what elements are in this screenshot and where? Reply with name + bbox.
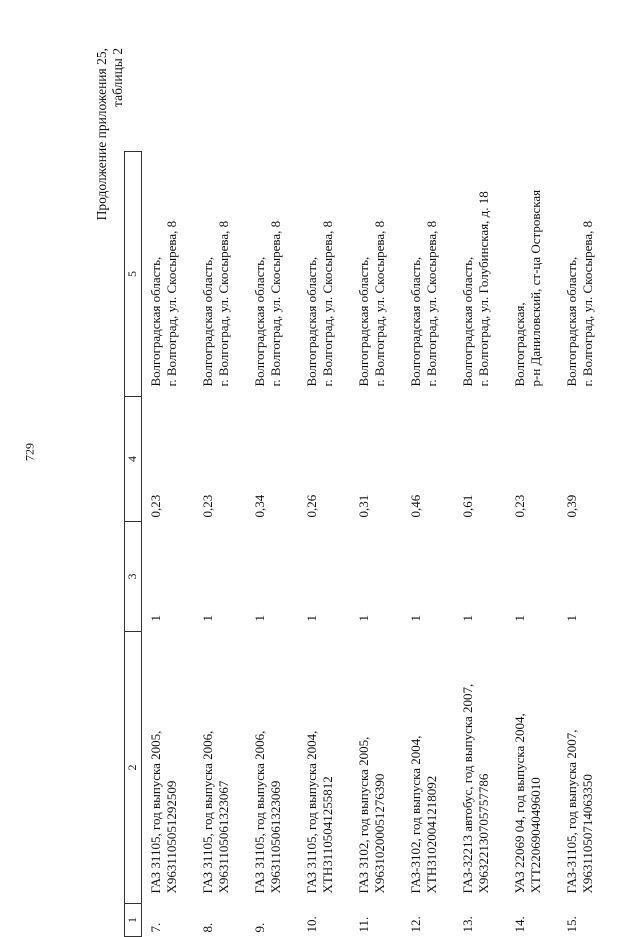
vehicle-cell: [304, 632, 356, 904]
vehicle-cell: [408, 632, 460, 904]
value-cell: [460, 397, 512, 522]
value-cell: [252, 397, 304, 522]
table-row: [200, 152, 252, 937]
quantity-cell-text: 1: [512, 615, 527, 622]
value-cell-text: 0,23: [512, 494, 527, 518]
vehicle-cell-text: ГАЗ 31105, год выпуска 2005,: [148, 730, 163, 894]
row-number: [512, 904, 564, 937]
address-cell-text: г. Волгоград, ул. Скосырева, 8: [215, 220, 231, 387]
table-row: [252, 152, 304, 937]
address-cell: [564, 152, 616, 397]
vehicle-cell: [142, 632, 201, 904]
address-cell-text: Волгоградская область,: [148, 256, 163, 387]
quantity-cell: [460, 522, 512, 632]
address-cell-text: Волгоградская область,: [460, 256, 475, 387]
value-cell: [304, 397, 356, 522]
address-cell: [460, 152, 512, 397]
quantity-cell-text: 1: [408, 615, 423, 622]
value-cell-text: 0,34: [252, 494, 267, 518]
value-cell: [142, 397, 201, 522]
row-number-text: 13.: [460, 916, 475, 933]
quantity-cell: [200, 522, 252, 632]
vehicle-cell-text: ГАЗ-31105, год выпуска 2007,: [564, 729, 579, 894]
address-cell-text: г. Волгоград, ул. Скосырева, 8: [371, 220, 387, 387]
row-number-text: 9.: [252, 922, 267, 933]
value-cell-text: 0,26: [304, 494, 319, 518]
vehicle-cell-text: ГАЗ 31105, год выпуска 2006,: [200, 730, 215, 894]
row-number-text: 14.: [512, 916, 527, 933]
value-cell-text: 0,61: [460, 494, 475, 518]
vehicle-cell-text: ХТТ22069040496010: [527, 777, 543, 894]
value-cell: [512, 397, 564, 522]
value-cell-text: 0,46: [408, 494, 423, 518]
address-cell: [142, 152, 201, 397]
value-cell: [564, 397, 616, 522]
address-cell: [252, 152, 304, 397]
table-row: [460, 152, 512, 937]
column-header-3: 3: [125, 522, 142, 632]
quantity-cell-text: 1: [200, 615, 215, 622]
vehicle-cell: [564, 632, 616, 904]
value-cell-text: 0,31: [356, 494, 371, 518]
value-cell-text: 0,23: [148, 494, 163, 518]
address-cell-text: г. Волгоград, ул. Голубинская, д. 18: [475, 191, 491, 387]
address-cell-text: Волгоградская область,: [356, 256, 371, 387]
vehicle-cell-text: ХТН31020041218092: [423, 775, 439, 894]
quantity-cell-text: 1: [356, 615, 371, 622]
row-number: [252, 904, 304, 937]
address-cell-text: г. Волгоград, ул. Скосырева, 8: [267, 220, 283, 387]
row-number: [304, 904, 356, 937]
quantity-cell-text: 1: [304, 615, 319, 622]
caption-line-2: таблицы 2: [110, 48, 125, 107]
quantity-cell: [356, 522, 408, 632]
quantity-cell-text: 1: [252, 615, 267, 622]
row-number: [200, 904, 252, 937]
vehicle-cell: [356, 632, 408, 904]
row-number-text: 15.: [564, 916, 579, 933]
address-cell-text: г. Волгоград, ул. Скосырева, 8: [579, 220, 595, 387]
quantity-cell: [304, 522, 356, 632]
vehicle-cell-text: УАЗ 22069 04, год выпуска 2004,: [512, 713, 527, 894]
vehicle-cell-text: ГАЗ-3102, год выпуска 2004,: [408, 735, 423, 894]
vehicle-cell-text: Х9631105061323069: [267, 780, 283, 894]
vehicle-cell-text: Х9631105051292509: [163, 780, 179, 894]
quantity-cell: [252, 522, 304, 632]
address-cell-text: Волгоградская область,: [564, 256, 579, 387]
address-cell-text: Волгоградская область,: [200, 256, 215, 387]
vehicle-cell: [512, 632, 564, 904]
address-cell-text: р-н Даниловский, ст-ца Островская: [527, 189, 543, 387]
row-number: [356, 904, 408, 937]
vehicle-cell-text: ГАЗ 31105, год выпуска 2006,: [252, 730, 267, 894]
quantity-cell: [142, 522, 201, 632]
vehicle-cell: [200, 632, 252, 904]
address-cell-text: Волгоградская область,: [252, 256, 267, 387]
vehicle-cell: [252, 632, 304, 904]
address-cell: [200, 152, 252, 397]
address-cell: [408, 152, 460, 397]
value-cell: [408, 397, 460, 522]
page-number: 729: [22, 443, 37, 461]
row-number-text: 11.: [356, 916, 371, 933]
address-cell: [356, 152, 408, 397]
rotated-table-container: [124, 152, 595, 937]
quantity-cell-text: 1: [564, 615, 579, 622]
vehicle-cell-text: Х9631105061323067: [215, 780, 231, 894]
quantity-cell: [512, 522, 564, 632]
value-cell-text: 0,39: [564, 494, 579, 518]
table-row: [304, 152, 356, 937]
row-number-text: 7.: [148, 922, 163, 933]
row-number: [460, 904, 512, 937]
quantity-cell-text: 1: [148, 615, 163, 622]
vehicle-cell: [460, 632, 512, 904]
address-cell-text: Волгоградская область,: [408, 256, 423, 387]
table-body: [142, 152, 617, 937]
caption-line-1: Продолжение приложения 25,: [94, 48, 109, 221]
vehicle-cell-text: ГАЗ 31105, год выпуска 2004,: [304, 730, 319, 894]
table-row: [564, 152, 616, 937]
vehicle-cell-text: Х96322130705757786: [475, 773, 491, 894]
table-row: [356, 152, 408, 937]
vehicle-cell-text: ХТН31105041255812: [319, 776, 335, 894]
table-row: [408, 152, 460, 937]
value-cell: [200, 397, 252, 522]
address-cell-text: г. Волгоград, ул. Скосырева, 8: [319, 220, 335, 387]
quantity-cell: [564, 522, 616, 632]
address-cell-text: г. Волгоград, ул. Скосырева, 8: [423, 220, 439, 387]
row-number: [142, 904, 201, 937]
row-number: [408, 904, 460, 937]
address-cell-text: г. Волгоград, ул. Скосырева, 8: [163, 220, 179, 387]
value-cell-text: 0,23: [200, 494, 215, 518]
address-cell-text: Волгоградская,: [512, 302, 527, 387]
value-cell: [356, 397, 408, 522]
address-cell: [304, 152, 356, 397]
address-cell-text: Волгоградская область,: [304, 256, 319, 387]
row-number-text: 8.: [200, 922, 215, 933]
column-header-2: 2: [125, 632, 142, 904]
quantity-cell: [408, 522, 460, 632]
vehicle-cell-text: Х96311050714063350: [579, 774, 595, 894]
row-number-text: 12.: [408, 916, 423, 933]
vehicle-cell-text: ГАЗ-32213 автобус, год выпуска 2007,: [460, 683, 475, 894]
table-header-row: [125, 152, 142, 937]
table-caption: [94, 48, 126, 248]
row-number-text: 10.: [304, 916, 319, 933]
vehicle-cell-text: Х96310200051276390: [371, 773, 387, 894]
column-header-1: 1: [125, 904, 142, 937]
data-table: [124, 151, 616, 937]
row-number: [564, 904, 616, 937]
vehicle-cell-text: ГАЗ 3102, год выпуска 2005,: [356, 736, 371, 894]
address-cell: [512, 152, 564, 397]
column-header-5: 5: [125, 152, 142, 397]
table-row: [142, 152, 201, 937]
column-header-4: 4: [125, 397, 142, 522]
table-row: [512, 152, 564, 937]
quantity-cell-text: 1: [460, 615, 475, 622]
